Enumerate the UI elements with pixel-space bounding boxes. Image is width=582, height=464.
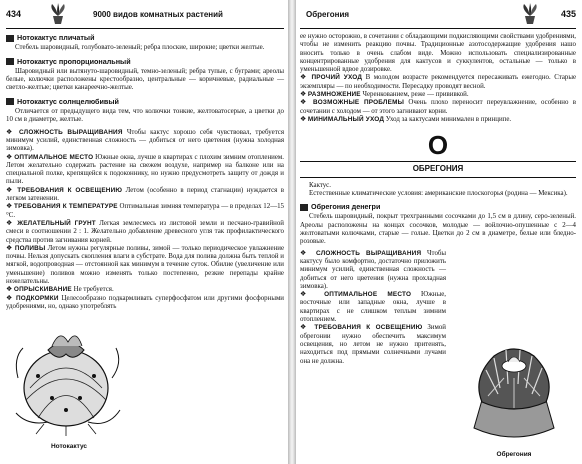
care-item-text: Черенкованием, реже — прививкой. bbox=[360, 91, 469, 99]
care-item-label: ТРЕБОВАНИЯ К ОСВЕЩЕНИЮ bbox=[314, 324, 423, 332]
notocactus-figure bbox=[8, 318, 130, 450]
bullet-icon: ❖ bbox=[300, 291, 325, 299]
care-item-text: Чтобы кактусу было комфортно, достаточно приложить минимум усилий, единственная сложность — добиться от него цветения (нужна прохладная зимовка). bbox=[300, 249, 447, 290]
section-heading: Обрегония денегри bbox=[300, 203, 576, 211]
care-item-text: В молодом возрасте рекомендуется пересаживать ежегодно. Старые экземпляры — по необходимости. Пересадку проводят весной. bbox=[300, 74, 577, 90]
section-heading: Нотокактус солнцелюбивый bbox=[6, 98, 284, 106]
care-item-text: Уход за кактусами минимален в принципе. bbox=[384, 115, 512, 123]
habitat-text: Естественные климатические условия: американские плоскогорья (родина — Мексика). bbox=[309, 189, 568, 197]
care-item bbox=[6, 187, 284, 204]
care-item bbox=[300, 116, 576, 124]
care-item-label: ПОЛИВЫ bbox=[14, 244, 46, 252]
section-heading: Нотокактус пличатый bbox=[6, 34, 284, 42]
care-item bbox=[300, 324, 446, 365]
care-item bbox=[6, 203, 284, 220]
potted-plant-icon bbox=[47, 2, 69, 26]
running-title: 9000 видов комнатных растений bbox=[93, 9, 223, 19]
bullet-icon: ❖ bbox=[6, 203, 14, 211]
left-page bbox=[0, 0, 288, 464]
right-running-head bbox=[300, 0, 576, 29]
species-description: Шаровидный или вытянуто-шаровидный, темно-зеленый; ребра тупые, с буграми; ареолы белые, колючки расположены крестообразно, центральные — коричневые, радиальные — светло-желтые; цветки канареечно-желтые. bbox=[6, 67, 284, 92]
bullet-icon: ❖ bbox=[6, 294, 16, 302]
care-item bbox=[300, 99, 576, 116]
section-letter: О bbox=[427, 130, 449, 161]
care-item-text: Зимой обрегонии нужно обеспечить максимум освещения, но летом не нужно притенять, находиться под прямыми солнечными лучами она не должна. bbox=[300, 324, 446, 365]
care-item-label: ОПРЫСКИВАНИЕ bbox=[13, 286, 72, 294]
care-item bbox=[6, 286, 284, 294]
care-item bbox=[6, 154, 284, 187]
care-item-label: МИНИМАЛЬНЫЙ УХОД bbox=[307, 115, 385, 123]
book-gutter bbox=[288, 0, 296, 464]
care-item-text: Летом нужны регулярные поливы, зимой — только периодическое увлажнение почвы. Нельзя допускать скопления влаги в субстрате. Вода для полива должна быть теплой и мягкой, водопроводная — отстоянной как минимум в течение суток. Обилие (увеличение или уменьшение) поливов можно изменять только постепенно, резкие перепады крайне нежелательны. bbox=[6, 244, 284, 286]
care-item-label: ОПТИМАЛЬНОЕ МЕСТО bbox=[14, 153, 94, 161]
continued-text: ее нужно осторожно, в сочетании с обладающими подкисляющими свойствами удобрениями, чтобы не изменить реакцию почвы. Традиционные азотосодержащие удобрения нашо вносить только в очень слабом виде. Можно использовать специализированные концентрированные удобрения для кактусов и суккулентов, остальные — только в уменьшенной вдвое дозировке. bbox=[300, 33, 576, 74]
bullet-icon: ❖ bbox=[300, 115, 308, 123]
bullet-icon: ❖ bbox=[300, 91, 308, 99]
care-item-label: РАЗМНОЖЕНИЕ bbox=[307, 91, 361, 99]
care-item bbox=[300, 291, 446, 324]
care-item bbox=[6, 245, 284, 286]
potted-plant-icon bbox=[519, 2, 541, 26]
care-item bbox=[6, 295, 284, 312]
bullet-icon: ❖ bbox=[6, 186, 18, 194]
care-item-label: ТРЕБОВАНИЯ К ОСВЕЩЕНИЮ bbox=[17, 186, 123, 194]
care-item-label: СЛОЖНОСТЬ ВЫРАЩИВАНИЯ bbox=[316, 249, 422, 257]
family-title: ОБРЕГОНИЯ bbox=[300, 161, 576, 177]
species-description: Отличается от предыдущего вида тем, что колючки тонкие, желтоватосерые, а цветки до 10 см в диаметре, желтые. bbox=[6, 108, 284, 124]
figure-caption: Нотокактус bbox=[50, 443, 88, 450]
species-description: Стебель шаровидный, голубовато-зеленый; ребра плоские, широкие; цветки желтые. bbox=[15, 44, 265, 52]
family-name: Кактус. bbox=[309, 181, 331, 189]
obregonia-illustration bbox=[454, 338, 574, 446]
running-title: Обрегония bbox=[306, 9, 350, 19]
care-item-text: Чтобы кактус хорошо себя чувствовал, требуется минимум усилий, единственная сложность — добиться от него цветения (нужна холодная зимовка). bbox=[6, 128, 285, 153]
bullet-icon: ❖ bbox=[300, 249, 317, 257]
bullet-icon: ❖ bbox=[6, 219, 18, 227]
care-item-text: Целесообразно подкармливать суперфосфатом или другими фосфорными удобрениями, но, однако употреблять bbox=[6, 294, 284, 310]
care-item-label: ПОДКОРМКИ bbox=[16, 294, 59, 302]
care-item-label: ПРОЧИЙ УХОД bbox=[311, 74, 363, 82]
care-item-label: СЛОЖНОСТЬ ВЫРАЩИВАНИЯ bbox=[18, 128, 123, 136]
bullet-icon: ❖ bbox=[6, 128, 19, 136]
page-number: 435 bbox=[560, 9, 576, 19]
bullet-icon: ❖ bbox=[6, 153, 15, 161]
page-number: 434 bbox=[6, 9, 22, 19]
care-item-text: Южные, восточные или западные окна, лучше в квартирах с не слишком теплым зимним отоплением. bbox=[300, 291, 447, 324]
bullet-icon: ❖ bbox=[300, 324, 315, 332]
care-item-label: ОПТИМАЛЬНОЕ МЕСТО bbox=[324, 291, 412, 299]
care-item-label: ТРЕБОВАНИЯ К ТЕМПЕРАТУРЕ bbox=[13, 203, 118, 211]
care-item-label: ВОЗМОЖНЫЕ ПРОБЛЕМЫ bbox=[313, 99, 405, 107]
care-item-text: Легкая землесмесь из листовой земли и песчано-гравийной смеси в соотношении 2 : 1. Желательно добавление древесного угля так профилактического средства против загнивания корней. bbox=[6, 219, 284, 244]
bullet-icon: ❖ bbox=[300, 74, 312, 82]
right-page bbox=[296, 0, 582, 464]
care-item bbox=[6, 129, 284, 154]
care-item-text: Оптимальная зимняя температура — в пределах 12—15 °С. bbox=[6, 203, 284, 219]
care-item-text: Летом (особенно в период стагнации) нуждается в легком затенении. bbox=[6, 186, 284, 203]
care-item-label: ЖЕЛАТЕЛЬНЫЙ ГРУНТ bbox=[17, 219, 96, 227]
care-item-text: Южные окна, лучше в квартирах с плохим зимним отоплением. Летом желательно содержать растение на свежем воздухе, например на балконе или на специальной полке, крепящейся к подоконнику, но нужно предусмотреть защиту от дождя и пыли. bbox=[6, 153, 284, 186]
care-item-text: Не требуется. bbox=[71, 286, 114, 294]
care-item bbox=[300, 250, 446, 291]
care-item bbox=[300, 91, 576, 99]
notocactus-illustration bbox=[8, 318, 130, 438]
left-running-head bbox=[6, 0, 284, 29]
bullet-icon: ❖ bbox=[300, 99, 314, 107]
figure-caption: Обрегония bbox=[496, 451, 532, 458]
care-item bbox=[300, 74, 576, 91]
bullet-icon: ❖ bbox=[6, 286, 14, 294]
section-heading: Нотокактус пропорциональный bbox=[6, 58, 284, 66]
obregonia-figure bbox=[454, 338, 574, 458]
care-item bbox=[6, 220, 284, 245]
species-description: Стебель шаровидный, покрыт трехгранными сосочками до 1,5 см в длину, серо-зеленый. Ареолы расположены на концах сосочков, молодые — войлочно-опушенные с 2—4 желтоватыми колючками, старые — голые. Цветки до 2 см в диаметре, белые или бледно-розовые. bbox=[300, 213, 576, 246]
care-item-text: Очень плохо переносит переувлажнение, особенно в сочетании с холодом — от этого загнивают корни. bbox=[300, 99, 576, 115]
bullet-icon: ❖ bbox=[6, 244, 15, 252]
